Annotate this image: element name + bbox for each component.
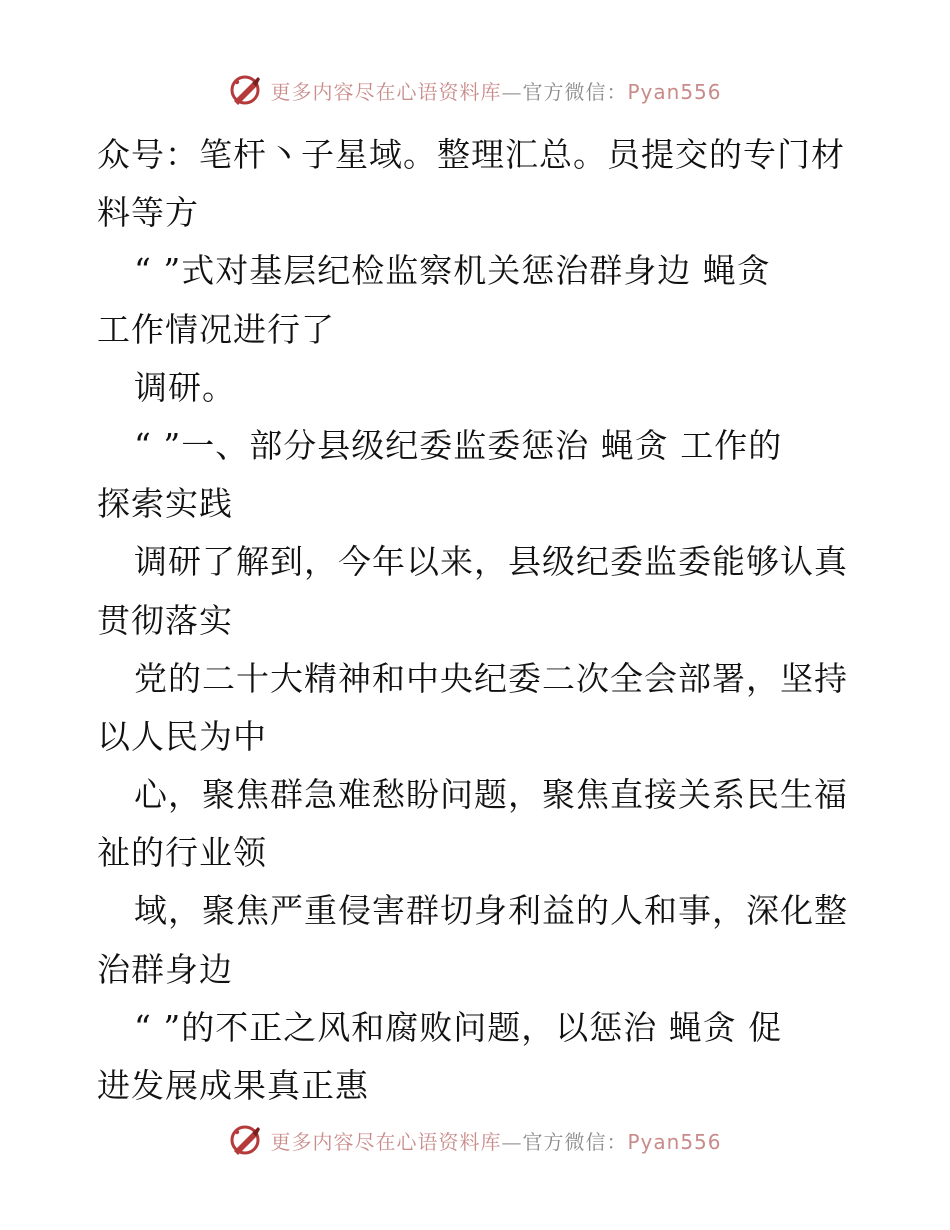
pen-circle-logo-icon bbox=[228, 73, 262, 107]
watermark-main: 更多内容尽在心语资料库 bbox=[270, 1129, 502, 1154]
watermark-separator: — bbox=[501, 1129, 523, 1154]
document-body bbox=[97, 126, 857, 1115]
watermark-text bbox=[270, 76, 721, 105]
text-line: 治群身边 bbox=[97, 949, 233, 989]
text-line: 调研。 bbox=[134, 367, 236, 407]
watermark-main: 更多内容尽在心语资料库 bbox=[270, 79, 502, 104]
text-line: 党的二十大精神和中央纪委二次全会部署，坚持 bbox=[134, 658, 848, 698]
footer-watermark bbox=[0, 1120, 950, 1160]
text-line: 众号：笔杆丶子星域。整理汇总。员提交的专门材 bbox=[97, 135, 845, 174]
text-line: 调研了解到，今年以来，县级纪委监委能够认真 bbox=[134, 542, 848, 582]
watermark-wechat-label: 官方微信： bbox=[522, 1129, 628, 1154]
text-line: 探索实践 bbox=[97, 484, 233, 524]
text-line: 进发展成果真正惠 bbox=[97, 1066, 369, 1105]
text-line: 工作情况进行了 bbox=[97, 309, 335, 349]
text-line: 贯彻落实 bbox=[97, 600, 233, 640]
header-watermark bbox=[0, 70, 950, 110]
watermark-separator: — bbox=[501, 79, 523, 104]
watermark-wechat-id: Pyan556 bbox=[627, 1129, 722, 1154]
text-line: 祉的行业领 bbox=[97, 833, 267, 873]
text-line: “ ”一、部分县级纪委监委惩治 蝇贪 工作的 bbox=[134, 425, 783, 465]
text-line: 心，聚焦群急难愁盼问题，聚焦直接关系民生福 bbox=[134, 775, 848, 815]
watermark-wechat-id: Pyan556 bbox=[627, 79, 722, 104]
text-line: 域，聚焦严重侵害群切身利益的人和事，深化整 bbox=[134, 891, 848, 931]
pen-circle-logo-icon bbox=[228, 1123, 262, 1157]
text-line: 以人民为中 bbox=[97, 716, 267, 756]
watermark-text bbox=[270, 1126, 721, 1155]
text-line: “ ”的不正之风和腐败问题，以惩治 蝇贪 促 bbox=[134, 1007, 783, 1047]
text-line: 料等方 bbox=[97, 193, 199, 233]
text-line: “ ”式对基层纪检监察机关惩治群身边 蝇贪 bbox=[134, 251, 771, 291]
watermark-wechat-label: 官方微信： bbox=[522, 79, 628, 104]
